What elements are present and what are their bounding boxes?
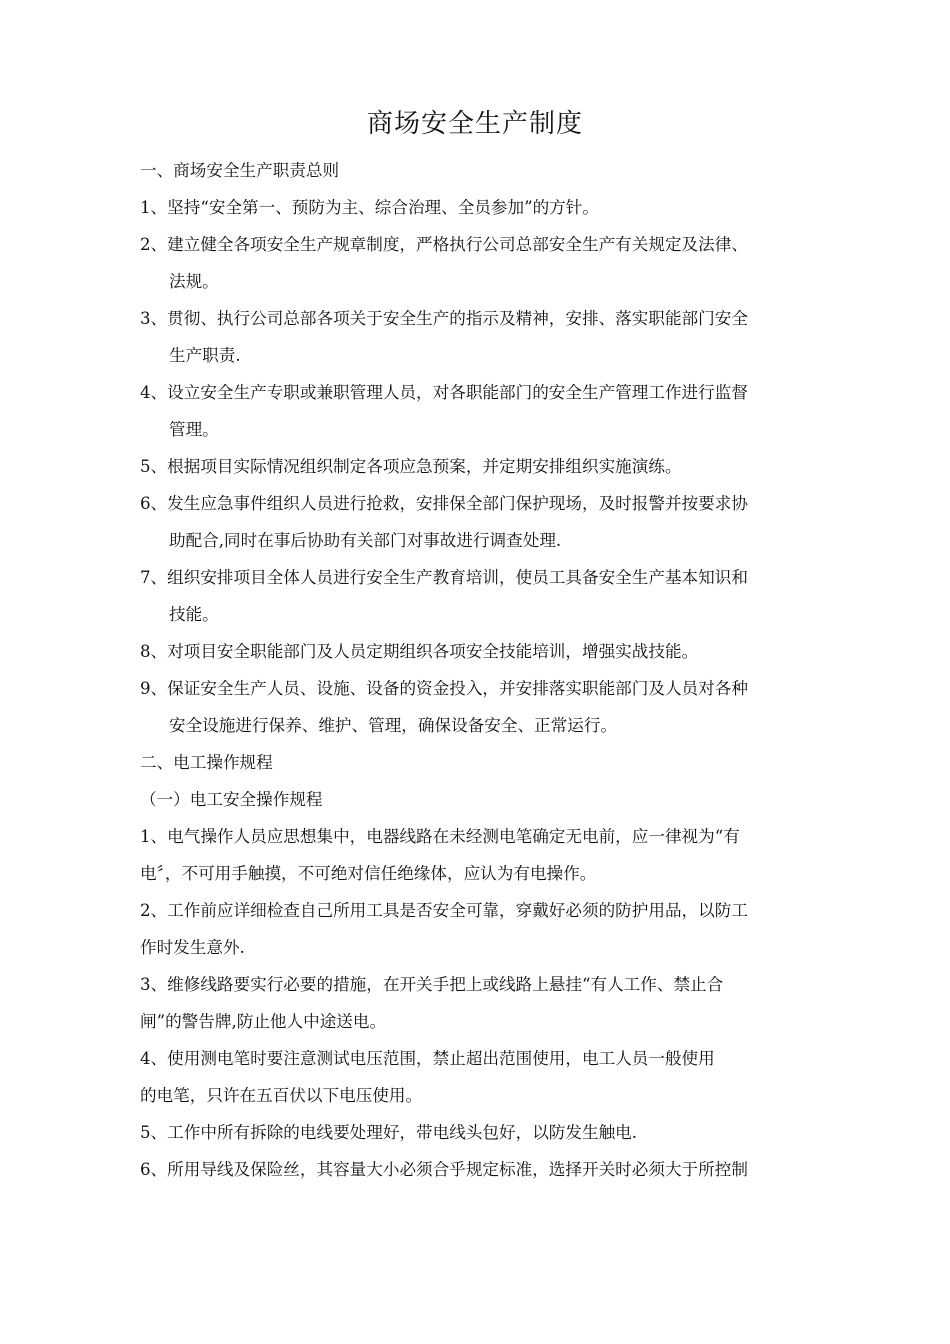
text-line: 5、工作中所有拆除的电线要处理好，带电线头包好，以防发生触电. [140, 1123, 638, 1142]
text-line: 5、根据项目实际情况组织制定各项应急预案，并定期安排组织实施演练。 [140, 457, 682, 476]
text-line: 法规。 [169, 272, 219, 291]
text-line: 9、保证安全生产人员、设施、设备的资金投入，并安排落实职能部门及人员对各种 [140, 679, 748, 698]
text-line: （一）电工安全操作规程 [140, 790, 323, 809]
text-line: 1、坚持“安全第一、预防为主、综合治理、全员参加”的方针。 [140, 198, 599, 217]
text-line: 6、发生应急事件组织人员进行抢救，安排保全部门保护现场，及时报警并按要求协 [140, 494, 748, 513]
text-line: 安全设施进行保养、维护、管理，确保设备安全、正常运行。 [169, 716, 618, 735]
text-line: 6、所用导线及保险丝，其容量大小必须合乎规定标准，选择开关时必须大于所控制 [140, 1160, 748, 1179]
text-line: 1、电气操作人员应思想集中，电器线路在未经测电笔确定无电前，应一律视为“有 [140, 827, 740, 846]
text-line: 管理。 [169, 420, 219, 439]
text-line: 闸”的警告牌,防止他人中途送电。 [140, 1012, 387, 1031]
text-line: 助配合,同时在事后协助有关部门对事故进行调查处理. [169, 531, 562, 550]
text-line: 电〞，不可用手触摸，不可绝对信任绝缘体，应认为有电操作。 [140, 864, 597, 883]
text-line: 3、维修线路要实行必要的措施，在开关手把上或线路上悬挂“有人工作、禁止合 [140, 975, 724, 994]
text-line: 4、设立安全生产专职或兼职管理人员，对各职能部门的安全生产管理工作进行监督 [140, 383, 748, 402]
text-line: 一、商场安全生产职责总则 [140, 161, 340, 180]
text-line: 作时发生意外. [140, 938, 245, 957]
text-line: 3、贯彻、执行公司总部各项关于安全生产的指示及精神，安排、落实职能部门安全 [140, 309, 748, 328]
text-line: 二、电工操作规程 [140, 753, 273, 772]
text-line: 2、工作前应详细检查自己所用工具是否安全可靠，穿戴好必须的防护用品，以防工 [140, 901, 748, 920]
text-line: 生产职责. [169, 346, 241, 365]
text-line: 2、建立健全各项安全生产规章制度，严格执行公司总部安全生产有关规定及法律、 [140, 235, 748, 254]
text-line: 7、组织安排项目全体人员进行安全生产教育培训，使员工具备安全生产基本知识和 [140, 568, 748, 587]
document-title: 商场安全生产制度 [366, 109, 583, 139]
document-body [140, 152, 830, 1188]
text-line: 8、对项目安全职能部门及人员定期组织各项安全技能培训，增强实战技能。 [140, 642, 699, 661]
text-line: 的电笔，只许在五百伏以下电压使用。 [140, 1086, 423, 1105]
text-line: 4、使用测电笔时要注意测试电压范围，禁止超出范围使用，电工人员一般使用 [140, 1049, 715, 1068]
text-line: 技能。 [169, 605, 219, 624]
